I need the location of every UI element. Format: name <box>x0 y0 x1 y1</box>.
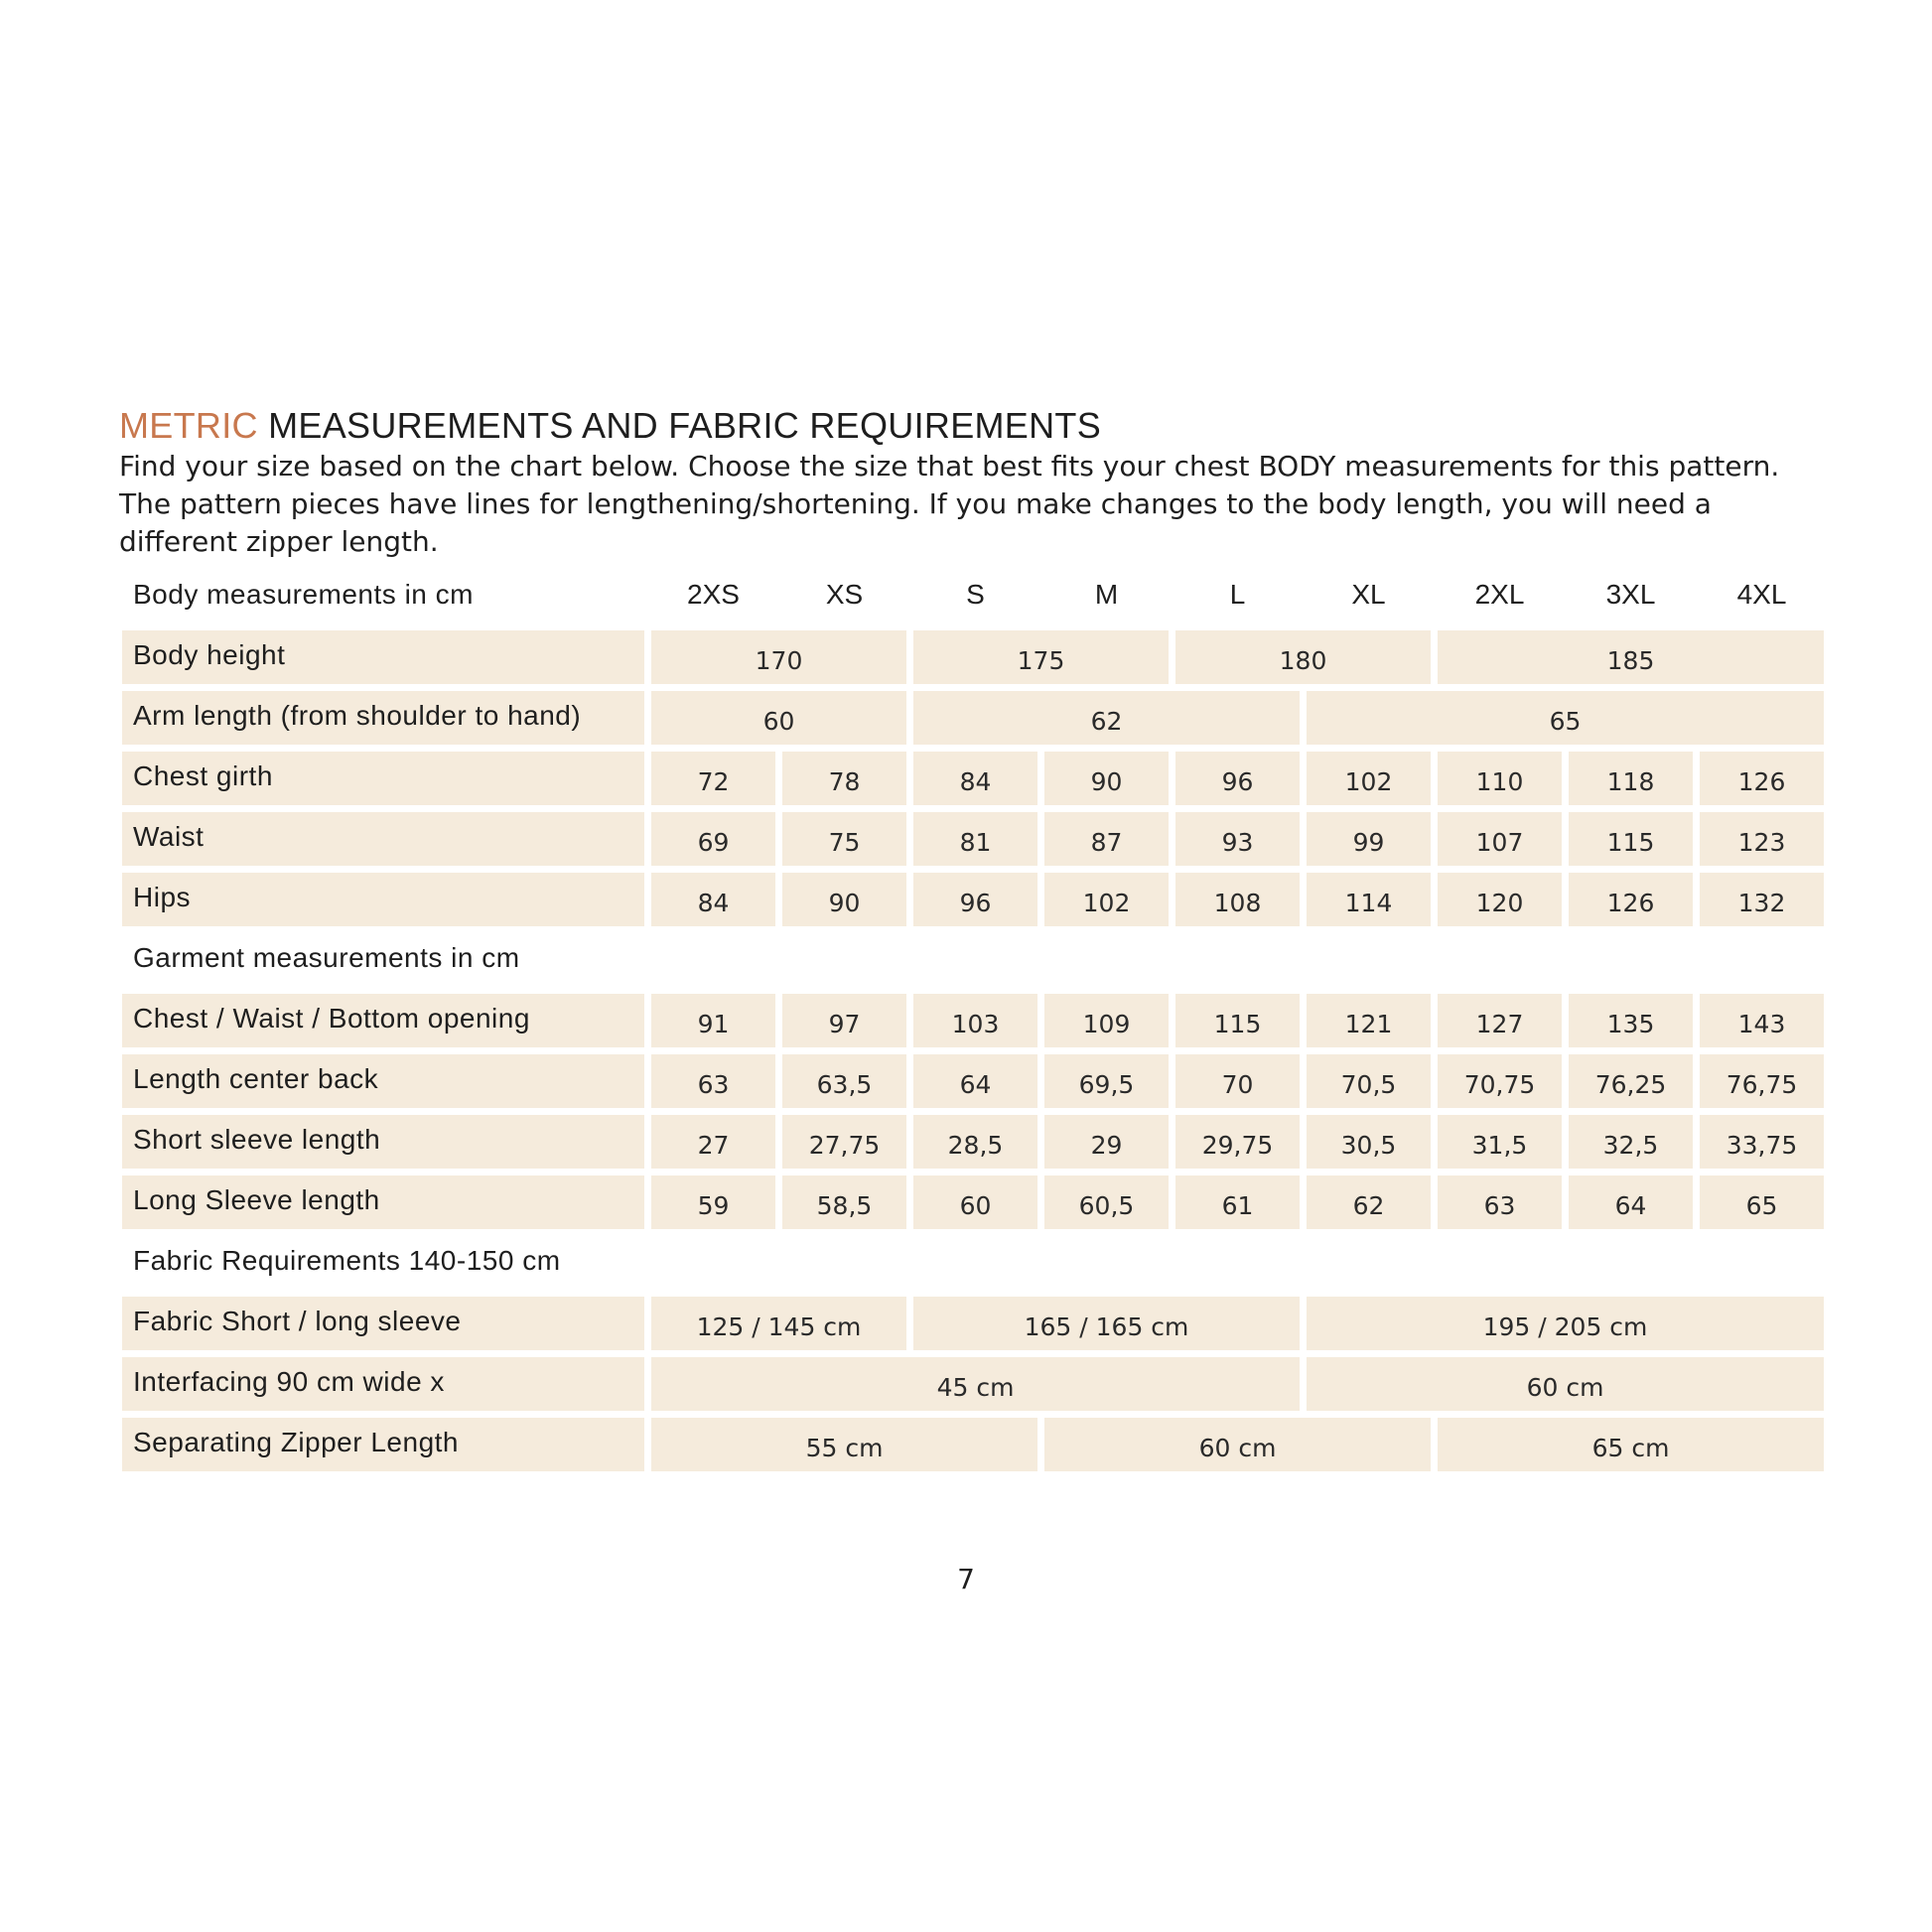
section-title: Garment measurements in cm <box>133 942 520 973</box>
table-cell: 114 <box>1307 873 1431 926</box>
table-cell: 84 <box>651 873 775 926</box>
table-cell: 64 <box>1569 1175 1693 1229</box>
table-cell: 84 <box>913 752 1037 805</box>
table-cell: 115 <box>1175 994 1300 1047</box>
table-cell: 120 <box>1438 873 1562 926</box>
row-label: Waist <box>122 812 644 866</box>
table-cell: 125 / 145 cm <box>651 1297 906 1350</box>
size-header-3xl: 3XL <box>1605 579 1656 610</box>
heading-accent: METRIC <box>119 405 258 446</box>
table-cell: 62 <box>1307 1175 1431 1229</box>
size-header-l: L <box>1229 579 1246 610</box>
table-cell: 91 <box>651 994 775 1047</box>
table-cell: 65 <box>1700 1175 1824 1229</box>
section-title: Fabric Requirements 140-150 cm <box>133 1245 561 1276</box>
row-label: Body height <box>122 630 644 684</box>
table-cell: 90 <box>782 873 906 926</box>
table-cell: 63 <box>1438 1175 1562 1229</box>
intro-line-2: The pattern pieces have lines for lengthening/shortening. If you make changes to the body length, you will need a <box>119 487 1712 520</box>
intro-line-1: Find your size based on the chart below. Choose the size that best fits your chest BODY measurements for this pattern. <box>119 450 1780 483</box>
table-cell: 65 cm <box>1438 1418 1824 1471</box>
table-cell: 60 cm <box>1044 1418 1431 1471</box>
table-cell: 127 <box>1438 994 1562 1047</box>
size-header-m: M <box>1094 579 1119 610</box>
intro-paragraph <box>119 448 1847 561</box>
row-label: Length center back <box>122 1054 644 1108</box>
table-cell: 93 <box>1175 812 1300 866</box>
table-cell: 81 <box>913 812 1037 866</box>
table-cell: 110 <box>1438 752 1562 805</box>
table-cell: 27,75 <box>782 1115 906 1169</box>
table-cell: 107 <box>1438 812 1562 866</box>
table-cell: 143 <box>1700 994 1824 1047</box>
table-cell: 30,5 <box>1307 1115 1431 1169</box>
size-header-xl: XL <box>1351 579 1386 610</box>
row-label: Fabric Short / long sleeve <box>122 1297 644 1350</box>
row-label: Short sleeve length <box>122 1115 644 1169</box>
table-cell: 28,5 <box>913 1115 1037 1169</box>
table-cell: 165 / 165 cm <box>913 1297 1300 1350</box>
table-cell: 31,5 <box>1438 1115 1562 1169</box>
table-cell: 29,75 <box>1175 1115 1300 1169</box>
row-label: Hips <box>122 873 644 926</box>
table-cell: 27 <box>651 1115 775 1169</box>
table-cell: 76,75 <box>1700 1054 1824 1108</box>
table-cell: 58,5 <box>782 1175 906 1229</box>
table-cell: 70 <box>1175 1054 1300 1108</box>
table-cell: 126 <box>1569 873 1693 926</box>
table-cell: 132 <box>1700 873 1824 926</box>
table-cell: 118 <box>1569 752 1693 805</box>
table-cell: 180 <box>1175 630 1431 684</box>
table-cell: 72 <box>651 752 775 805</box>
row-label: Chest / Waist / Bottom opening <box>122 994 644 1047</box>
table-cell: 60 <box>651 691 906 745</box>
table-cell: 60 cm <box>1307 1357 1824 1411</box>
table-cell: 61 <box>1175 1175 1300 1229</box>
size-header-4xl: 4XL <box>1736 579 1787 610</box>
table-cell: 45 cm <box>651 1357 1300 1411</box>
table-cell: 69 <box>651 812 775 866</box>
heading-rest: MEASUREMENTS AND FABRIC REQUIREMENTS <box>257 405 1102 446</box>
table-cell: 78 <box>782 752 906 805</box>
table-cell: 63,5 <box>782 1054 906 1108</box>
table-cell: 55 cm <box>651 1418 1037 1471</box>
page-heading <box>119 405 1101 447</box>
table-cell: 195 / 205 cm <box>1307 1297 1824 1350</box>
row-label: Interfacing 90 cm wide x <box>122 1357 644 1411</box>
size-chart-table <box>122 570 1824 1471</box>
table-cell: 60,5 <box>1044 1175 1169 1229</box>
table-cell: 59 <box>651 1175 775 1229</box>
table-cell: 170 <box>651 630 906 684</box>
table-cell: 99 <box>1307 812 1431 866</box>
row-label: Separating Zipper Length <box>122 1418 644 1471</box>
table-cell: 60 <box>913 1175 1037 1229</box>
row-label: Long Sleeve length <box>122 1175 644 1229</box>
table-cell: 108 <box>1175 873 1300 926</box>
intro-line-3: different zipper length. <box>119 525 439 558</box>
table-cell: 102 <box>1307 752 1431 805</box>
size-header-xs: XS <box>825 579 864 610</box>
table-cell: 64 <box>913 1054 1037 1108</box>
table-cell: 70,75 <box>1438 1054 1562 1108</box>
table-cell: 70,5 <box>1307 1054 1431 1108</box>
table-cell: 96 <box>1175 752 1300 805</box>
table-cell: 33,75 <box>1700 1115 1824 1169</box>
size-header-2xs: 2XS <box>687 579 740 610</box>
table-cell: 65 <box>1307 691 1824 745</box>
table-header-label: Body measurements in cm <box>133 579 474 610</box>
table-cell: 115 <box>1569 812 1693 866</box>
row-label: Arm length (from shoulder to hand) <box>122 691 644 745</box>
table-cell: 69,5 <box>1044 1054 1169 1108</box>
size-header-s: S <box>966 579 985 610</box>
table-cell: 126 <box>1700 752 1824 805</box>
table-cell: 75 <box>782 812 906 866</box>
table-cell: 62 <box>913 691 1300 745</box>
table-cell: 109 <box>1044 994 1169 1047</box>
table-cell: 96 <box>913 873 1037 926</box>
table-cell: 102 <box>1044 873 1169 926</box>
row-label: Chest girth <box>122 752 644 805</box>
table-cell: 76,25 <box>1569 1054 1693 1108</box>
table-cell: 97 <box>782 994 906 1047</box>
table-cell: 32,5 <box>1569 1115 1693 1169</box>
table-cell: 29 <box>1044 1115 1169 1169</box>
table-cell: 63 <box>651 1054 775 1108</box>
table-cell: 175 <box>913 630 1169 684</box>
table-cell: 185 <box>1438 630 1824 684</box>
table-cell: 90 <box>1044 752 1169 805</box>
table-cell: 121 <box>1307 994 1431 1047</box>
table-cell: 87 <box>1044 812 1169 866</box>
page-number: 7 <box>957 1563 975 1595</box>
table-cell: 135 <box>1569 994 1693 1047</box>
size-header-2xl: 2XL <box>1474 579 1525 610</box>
table-cell: 123 <box>1700 812 1824 866</box>
table-cell: 103 <box>913 994 1037 1047</box>
